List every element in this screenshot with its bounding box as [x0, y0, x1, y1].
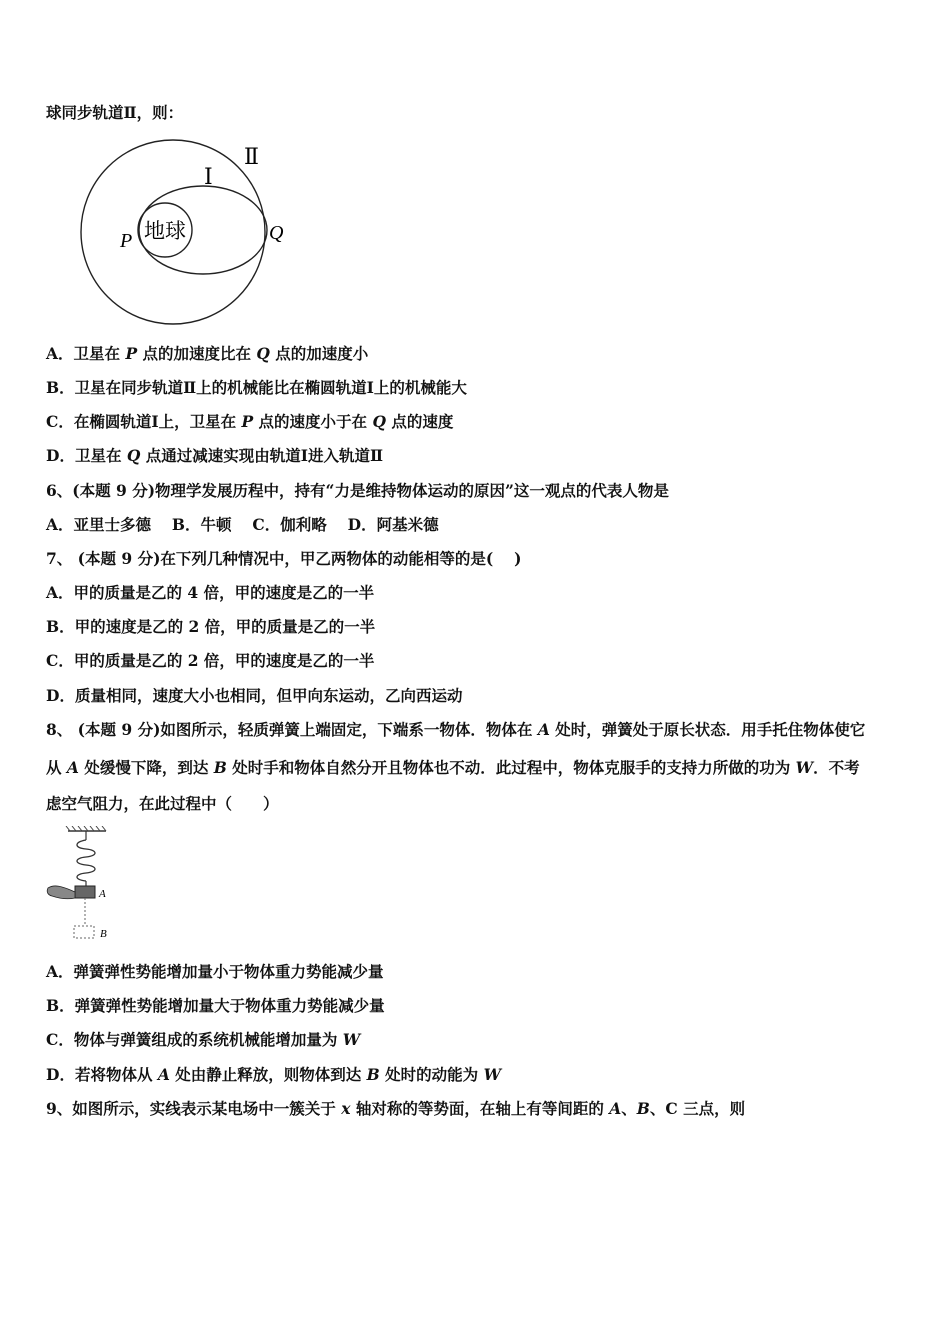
q7-stem: 7、 (本题 9 分)在下列几种情况中，甲乙两物体的动能相等的是( ) [46, 549, 522, 568]
label-p: P [120, 230, 133, 252]
hand-shape [47, 886, 75, 899]
q6-stem: 6、(本题 9 分)物理学发展历程中，持有“力是维持物体运动的原因”这一观点的代表人物是 [46, 481, 669, 500]
label-orbit-2: Ⅱ [244, 144, 259, 169]
mass-block-a [75, 886, 95, 898]
q8-option-a: A．弹簧弹性势能增加量小于物体重力势能减少量 [46, 962, 384, 981]
q8-option-d: D．若将物体从 A 处由静止释放，则物体到达 B 处时的动能为 W [46, 1065, 501, 1084]
q7-option-a: A．甲的质量是乙的 4 倍，甲的速度是乙的一半 [46, 583, 375, 602]
q5-option-c: C．在椭圆轨道Ⅰ上，卫星在 P 点的速度小于在 Q 点的速度 [46, 412, 454, 431]
spring-figure [44, 826, 124, 946]
q8-option-b: B．弹簧弹性势能增加量大于物体重力势能减少量 [46, 996, 385, 1015]
intro-text: 球同步轨道Ⅱ，则： [46, 103, 184, 122]
spring-label-a: A [99, 888, 106, 900]
label-earth: 地球 [144, 219, 186, 243]
label-q: Q [269, 222, 284, 244]
q5-option-d: D．卫星在 Q 点通过减速实现由轨道Ⅰ进入轨道Ⅱ [46, 446, 384, 465]
orbit-figure [78, 138, 300, 330]
q7-option-c: C．甲的质量是乙的 2 倍，甲的速度是乙的一半 [46, 651, 375, 670]
q5-option-a: A．卫星在 P 点的加速度比在 Q 点的加速度小 [46, 344, 369, 363]
q8-stem-line-1: 8、 (本题 9 分)如图所示，轻质弹簧上端固定，下端系一物体．物体在 A 处时，弹簧处于原长状态．用手托住物体使它 [46, 720, 866, 739]
q7-option-d: D．质量相同，速度大小也相同，但甲向东运动，乙向西运动 [46, 686, 463, 705]
q8-stem-line-3: 虑空气阻力，在此过程中（ ） [46, 794, 279, 813]
q5-option-b: B．卫星在同步轨道Ⅱ上的机械能比在椭圆轨道Ⅰ上的机械能大 [46, 378, 467, 397]
q9-stem: 9、如图所示，实线表示某电场中一簇关于 x 轴对称的等势面，在轴上有等间距的 A、B、C 三点，则 [46, 1099, 746, 1118]
label-orbit-1: Ⅰ [204, 164, 213, 189]
spring-coil [77, 840, 95, 881]
q8-option-c: C．物体与弹簧组成的系统机械能增加量为 W [46, 1030, 361, 1049]
mass-block-b [74, 926, 94, 938]
q6-options: A．亚里士多德 B．牛顿 C．伽利略 D．阿基米德 [46, 515, 439, 534]
spring-label-b: B [100, 928, 107, 940]
q7-option-b: B．甲的速度是乙的 2 倍，甲的质量是乙的一半 [46, 617, 376, 636]
q8-stem-line-2: 从 A 处缓慢下降，到达 B 处时手和物体自然分开且物体也不动．此过程中，物体克服手的支持力所做的功为 W．不考 [46, 758, 860, 777]
